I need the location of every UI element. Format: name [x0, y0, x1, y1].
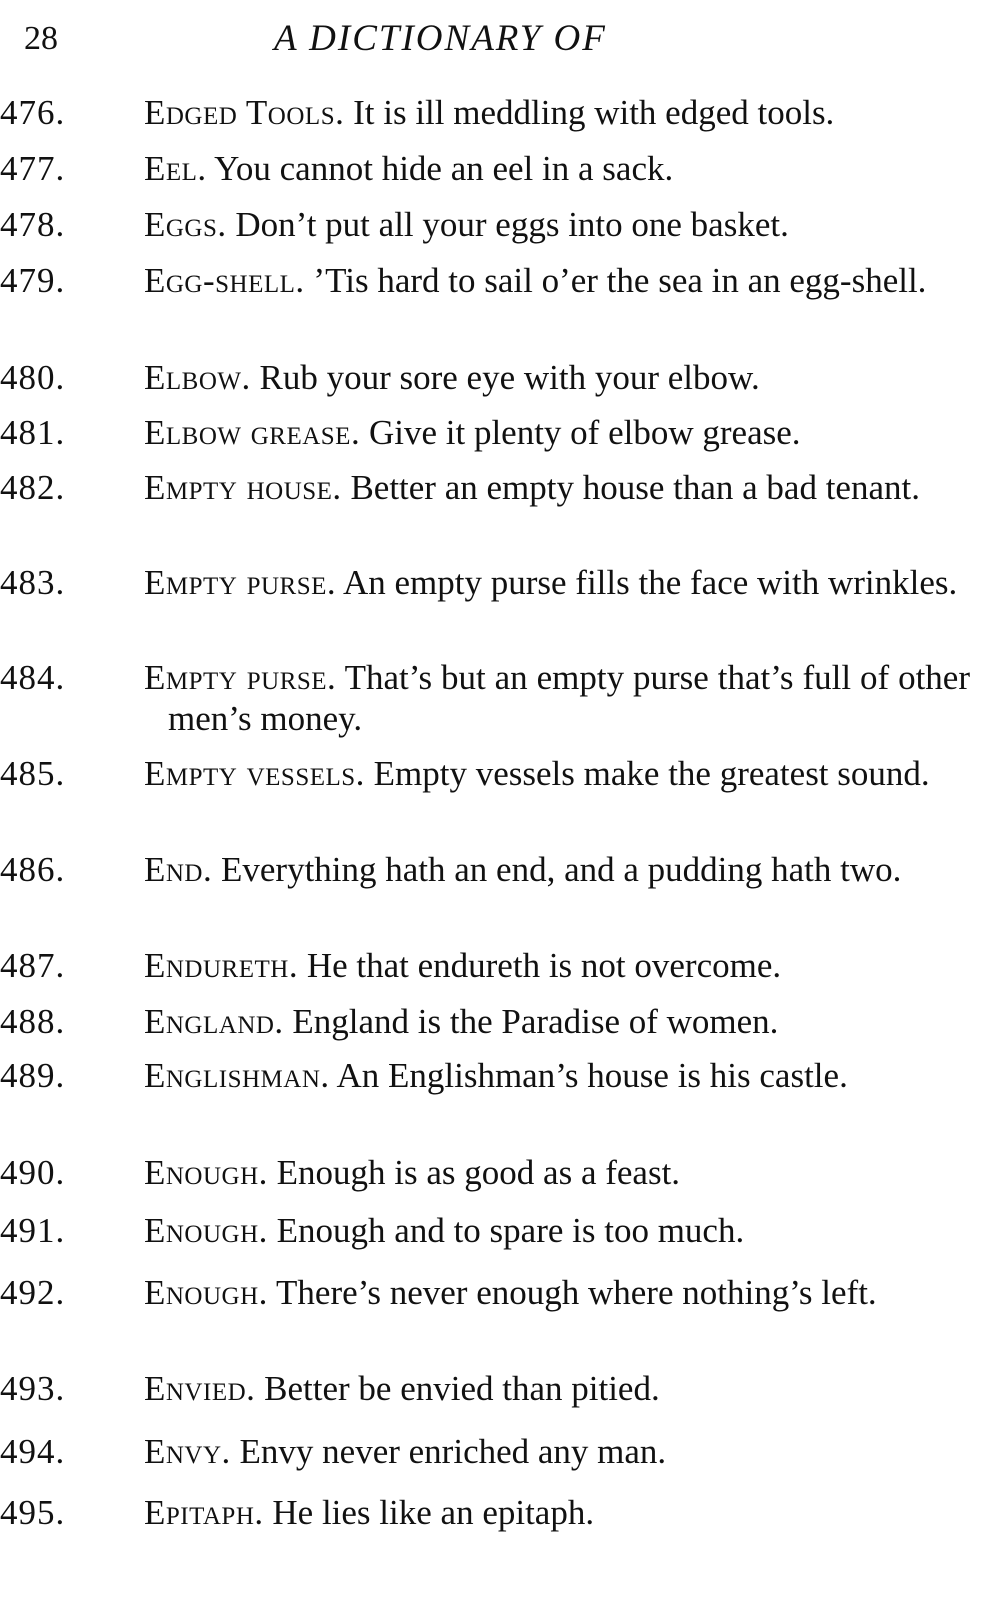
- proverb-entry: [0, 1001, 970, 1042]
- entry-proverb: Don’t put all your eggs into one basket.: [235, 205, 789, 244]
- proverb-entry: [0, 1431, 970, 1472]
- proverb-entry: [0, 92, 970, 133]
- entry-headword: Elbow.: [144, 358, 251, 397]
- proverb-entry: [0, 467, 970, 508]
- proverb-entry: [0, 1055, 970, 1096]
- entry-number: 495.: [0, 1493, 66, 1532]
- proverb-entry: [0, 204, 970, 245]
- proverb-entry: [0, 753, 970, 794]
- entry-number: 479.: [0, 261, 66, 300]
- entry-number: 478.: [0, 205, 66, 244]
- entry-proverb: Better be envied than pitied.: [264, 1369, 660, 1408]
- entry-proverb: There’s never enough where nothing’s left.: [276, 1273, 877, 1312]
- entry-headword: Empty house.: [144, 468, 342, 507]
- entry-number: 492.: [0, 1273, 66, 1312]
- entry-proverb: Envy never enriched any man.: [239, 1432, 667, 1471]
- proverb-entry: [0, 562, 970, 603]
- proverb-entry: [0, 1492, 970, 1533]
- proverb-entry: [0, 657, 970, 739]
- page-number: 28: [24, 20, 58, 57]
- entry-number: 487.: [0, 946, 66, 985]
- entry-number: 493.: [0, 1369, 66, 1408]
- entry-proverb: ’Tis hard to sail o’er the sea in an egg-shell.: [313, 261, 927, 300]
- entry-headword: Edged Tools.: [144, 93, 345, 132]
- running-head: [24, 14, 976, 64]
- entry-headword: Eel.: [144, 149, 207, 188]
- proverb-entry: [0, 357, 970, 398]
- entry-headword: Epitaph.: [144, 1493, 264, 1532]
- entry-proverb: Better an empty house than a bad tenant.: [350, 468, 920, 507]
- entry-proverb: An empty purse fills the face with wrinkles.: [342, 563, 958, 602]
- entry-number: 480.: [0, 358, 66, 397]
- entry-number: 485.: [0, 754, 66, 793]
- proverb-entry: [0, 260, 970, 301]
- entry-headword: End.: [144, 850, 213, 889]
- proverb-entry: [0, 1272, 970, 1313]
- entry-number: 490.: [0, 1153, 66, 1192]
- entry-proverb: Enough is as good as a feast.: [276, 1153, 681, 1192]
- entry-number: 491.: [0, 1211, 66, 1250]
- entry-proverb: Give it plenty of elbow grease.: [368, 413, 801, 452]
- entry-number: 489.: [0, 1056, 66, 1095]
- entry-proverb: That’s but an empty purse that’s full of other men’s money.: [168, 658, 970, 738]
- entry-number: 494.: [0, 1432, 66, 1471]
- proverb-entry: [0, 148, 970, 189]
- entry-proverb: Enough and to spare is too much.: [276, 1211, 745, 1250]
- proverb-entry: [0, 412, 970, 453]
- entry-number: 486.: [0, 850, 66, 889]
- entry-proverb: He lies like an epitaph.: [272, 1493, 595, 1532]
- entry-headword: England.: [144, 1002, 284, 1041]
- entry-headword: Englishman.: [144, 1056, 330, 1095]
- entry-proverb: England is the Paradise of women.: [292, 1002, 779, 1041]
- entry-proverb: It is ill meddling with edged tools.: [353, 93, 835, 132]
- entry-headword: Enough.: [144, 1273, 268, 1312]
- entry-number: 477.: [0, 149, 66, 188]
- proverb-entry: [0, 1368, 970, 1409]
- entry-headword: Enough.: [144, 1211, 268, 1250]
- entry-headword: Envy.: [144, 1432, 231, 1471]
- proverb-entry: [0, 1210, 970, 1251]
- entry-proverb: Everything hath an end, and a pudding hath two.: [221, 850, 902, 889]
- entry-headword: Egg-shell.: [144, 261, 305, 300]
- entry-proverb: Rub your sore eye with your elbow.: [259, 358, 760, 397]
- running-title: A DICTIONARY OF: [274, 18, 607, 59]
- entry-number: 488.: [0, 1002, 66, 1041]
- entry-number: 483.: [0, 563, 66, 602]
- entry-headword: Envied.: [144, 1369, 256, 1408]
- entry-proverb: Empty vessels make the greatest sound.: [373, 754, 930, 793]
- entry-headword: Endureth.: [144, 946, 299, 985]
- entry-number: 481.: [0, 413, 66, 452]
- entry-proverb: He that endureth is not overcome.: [306, 946, 782, 985]
- entry-number: 484.: [0, 658, 66, 697]
- entry-headword: Empty vessels.: [144, 754, 365, 793]
- entry-headword: Eggs.: [144, 205, 227, 244]
- proverb-entry: [0, 849, 970, 890]
- entry-headword: Elbow grease.: [144, 413, 361, 452]
- entry-headword: Enough.: [144, 1153, 268, 1192]
- proverb-entry: [0, 945, 970, 986]
- entry-headword: Empty purse.: [144, 658, 337, 697]
- proverb-entry: [0, 1152, 970, 1193]
- entry-number: 476.: [0, 93, 66, 132]
- entry-headword: Empty purse.: [144, 563, 337, 602]
- entry-proverb: You cannot hide an eel in a sack.: [214, 149, 674, 188]
- entry-number: 482.: [0, 468, 66, 507]
- entry-proverb: An Englishman’s house is his castle.: [336, 1056, 848, 1095]
